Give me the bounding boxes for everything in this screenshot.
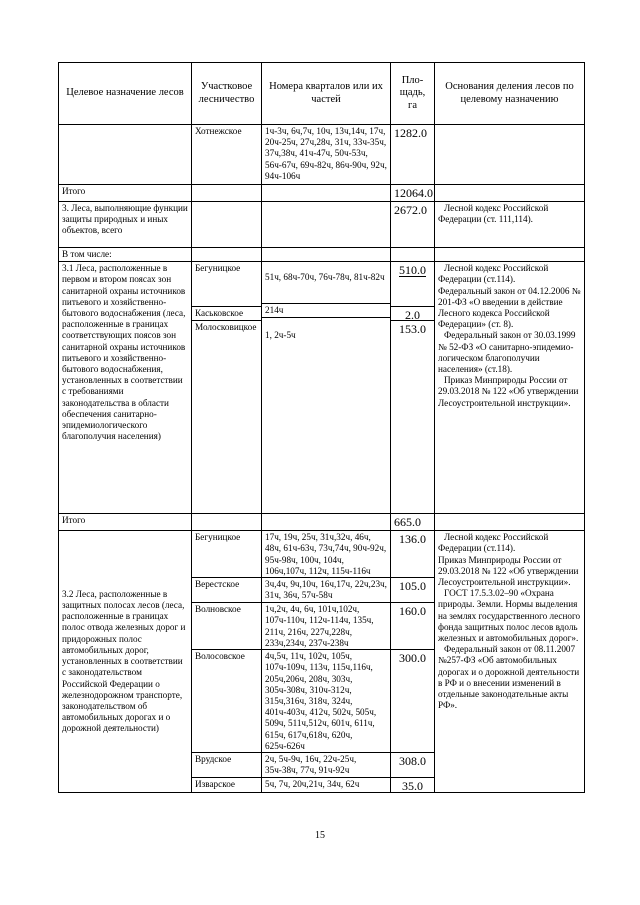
area-value: 153.0 [399, 322, 426, 337]
quarters-list: 1, 2ч-5ч [265, 330, 296, 341]
area-value: 308.0 [399, 754, 426, 769]
table-header-row [59, 63, 585, 125]
basis-item: Лесной кодекс Российской Федерации (ст.114). [438, 263, 549, 285]
forestry-name: Хотнежское [192, 125, 262, 185]
total-label: Итого [59, 185, 192, 202]
page-number: 15 [315, 830, 325, 841]
area-value: 136.0 [399, 532, 426, 547]
basis-item: Федеральный закон от 08.11.2007 №257-ФЗ «Об автомобильных дорогах и о дорожной деятельности в РФ и о внесении изменений в отдельные законодательные акты РФ». [438, 644, 580, 711]
category-row [59, 202, 585, 248]
area-value: 35.0 [402, 779, 423, 794]
quarters-list: 1ч-3ч, 6ч,7ч, 10ч, 13ч,14ч, 17ч, 20ч-25ч, 27ч,28ч, 31ч, 33ч-35ч, 37ч,38ч, 41ч-47ч, 50ч-53ч, 56ч-67ч, 69ч-82ч, 86ч-90ч, 92ч, 94ч-106ч [262, 125, 391, 185]
including-label: В том числе: [59, 248, 192, 262]
header-area: Пло-щадь, га [391, 63, 435, 125]
basis-item: Федеральный закон от 30.03.1999 № 52-ФЗ «О санитарно-эпидемио-логическом благополучии населения» (ст.18). [438, 330, 576, 375]
forestry-name: Молосковицкое [195, 322, 257, 333]
subcategory-row-3-2 [59, 531, 585, 793]
basis-item: Приказ Минприроды России от 29.03.2018 № 122 «Об утверждении Лесоустроительной инструкции». [438, 554, 579, 588]
header-purpose: Целевое назначение лесов [59, 63, 192, 125]
total-area: 665.0 [391, 514, 435, 531]
forestry-name: Волновское [192, 603, 261, 650]
forest-purpose-table [58, 62, 585, 793]
quarters-list: 214ч [262, 304, 390, 318]
forestry-name: Врудское [192, 753, 261, 778]
forestry-name: Бегуницкое [192, 262, 261, 307]
quarters-list: 1ч,2ч, 4ч, 6ч, 101ч,102ч, 107ч-110ч, 112ч-114ч, 135ч, 211ч, 216ч, 227ч,228ч, 233ч,234ч, 237ч-238ч [262, 603, 390, 650]
header-basis: Основания деления лесов по целевому назначению [435, 63, 585, 125]
basis-item: ГОСТ 17.5.3.02–90 «Охрана природы. Земли. Нормы выделения на землях государственного лесного фонда защитных полос лесов вдоль железных и автомобильных дорог». [438, 588, 581, 644]
forestry-name: Бегуницкое [192, 531, 261, 578]
table-row [59, 125, 585, 185]
basis-item: Приказ Минприроды России от 29.03.2018 № 122 «Об утверждении Лесоустроительной инструкции». [438, 375, 579, 408]
category-area: 2672.0 [391, 202, 435, 248]
total-row [59, 514, 585, 531]
quarters-list: 3ч,4ч, 9ч,10ч, 16ч,17ч, 22ч,23ч, 31ч, 36ч, 57ч-58ч [262, 578, 390, 603]
forestry-name: Каськовское [192, 307, 261, 321]
area-value: 2.0 [405, 308, 420, 323]
subcategory-purpose: 3.1 Леса, расположенные в первом и втором поясах зон санитарной охраны источников питьевого и хозяйственно-бытового водоснабжения (леса, расположенные в границах соответствующих поясов зон санитарной охраны источников питьевого и хозяйственно-бытового водоснабжения, установленных в соответствии с требованиями законодательства в области обеспечения санитарно-эпидемиологического благополучия населения) [59, 262, 192, 514]
category-purpose: 3. Леса, выполняющие функции защиты природных и иных объектов, всего [59, 202, 192, 248]
area-value: 510.0 [399, 263, 426, 278]
category-basis: Лесной кодекс Российской Федерации (ст. 111,114). [435, 202, 585, 248]
quarters-list: 51ч, 68ч-70ч, 76ч-78ч, 81ч-82ч [262, 262, 390, 304]
area-value: 105.0 [399, 579, 426, 594]
subcategory-purpose: 3.2 Леса, расположенные в защитных полосах лесов (леса, расположенные в границах полос отвода железных дорог и придорожных полос автомобильных дорог, установленных в соответствии с законодательством Российской Федерации о железнодорожном транспорте, законодательством об автомобильных дорогах и о дорожной деятельности) [59, 531, 192, 793]
area-value: 300.0 [399, 651, 426, 666]
basis-item: Лесной кодекс Российской Федерации (ст.114). [438, 532, 549, 554]
quarters-list: 2ч, 5ч-9ч, 16ч, 22ч-25ч, 35ч-38ч, 77ч, 91ч-92ч [262, 753, 390, 778]
quarters-list: 4ч,5ч, 11ч, 102ч, 105ч, 107ч-109ч, 113ч, 115ч,116ч, 205ч,206ч, 208ч, 303ч, 305ч-308ч, 310ч-312ч, 315ч,316ч, 318ч, 324ч, 401ч-403ч, 412ч, 502ч, 505ч, 509ч, 511ч,512ч, 601ч, 611ч, 615ч, 617ч,618ч, 620ч, 625ч-626ч [262, 650, 390, 753]
header-forestry: Участковое лесничество [192, 63, 262, 125]
header-quarters: Номера кварталов или их частей [262, 63, 391, 125]
forestry-name: Волосовское [192, 650, 261, 753]
total-row [59, 185, 585, 202]
quarters-list: 5ч, 7ч, 20ч,21ч, 34ч, 62ч [265, 779, 360, 790]
forestry-name: Верестское [192, 578, 261, 603]
area-value: 1282.0 [391, 125, 435, 185]
subcategory-row-3-1 [59, 262, 585, 514]
total-area: 12064.0 [391, 185, 435, 202]
total-label: Итого [59, 514, 192, 531]
area-value: 160.0 [399, 604, 426, 619]
forestry-name: Изварское [195, 779, 236, 790]
quarters-list: 17ч, 19ч, 25ч, 31ч,32ч, 46ч, 48ч, 61ч-63ч, 73ч,74ч, 90ч-92ч, 95ч-98ч, 100ч, 104ч, 106ч,107ч, 112ч, 115ч-116ч [262, 531, 390, 578]
basis-item: Федеральный закон от 04.12.2006 № 201-ФЗ «О введении в действие Лесного кодекса Российской Федерации» (ст. 8). [438, 285, 581, 330]
including-row [59, 248, 585, 262]
